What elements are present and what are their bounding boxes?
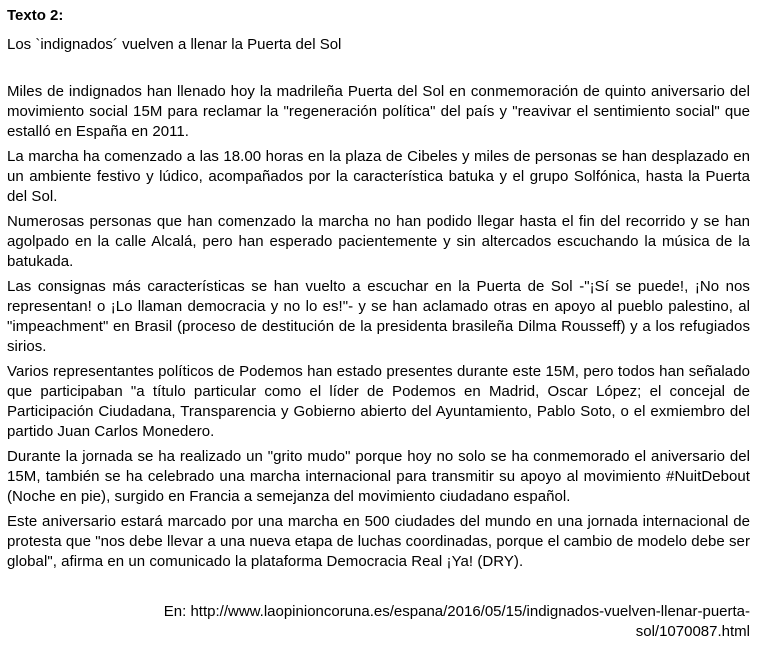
article-paragraph: Numerosas personas que han comenzado la marcha no han podido llegar hasta el fin del recorrido y se han agolpado en la calle Alcalá, pero han esperado pacientemente y sin altercados escuchando la música de la batukada. xyxy=(7,213,750,270)
article-paragraph: Varios representantes políticos de Podemos han estado presentes durante este 15M, pero todos han señalado que participaban "a título particular como el líder de Podemos en Madrid, Oscar López; el concejal de Participación Ciudadana, Transparencia y Gobierno abierto del Ayuntamiento, Pablo Soto, o el exmiembro del partido Juan Carlos Monedero. xyxy=(7,363,750,440)
article-paragraph: Miles de indignados han llenado hoy la madrileña Puerta del Sol en conmemoración de quinto aniversario del movimiento social 15M para reclamar la "regeneración política" del país y "reavivar el sentimiento social" que estalló en España en 2011. xyxy=(7,83,750,140)
article-headline: Los `indignados´ vuelven a llenar la Puerta del Sol xyxy=(7,36,342,53)
article-paragraph: Este aniversario estará marcado por una marcha en 500 ciudades del mundo en una jornada internacional de protesta que "nos debe llevar a una nueva etapa de luchas coordinadas, porque el cambio de modelo debe ser global", afirma en un comunicado la plataforma Democracia Real ¡Ya! (DRY). xyxy=(7,513,750,570)
article-body xyxy=(7,82,750,572)
article-paragraph: La marcha ha comenzado a las 18.00 horas en la plaza de Cibeles y miles de personas se han desplazado en un ambiente festivo y lúdico, acompañados por la característica batuka y el grupo Solfónica, hasta la Puerta del Sol. xyxy=(7,148,750,205)
article-paragraph: Durante la jornada se ha realizado un "grito mudo" porque hoy no solo se ha conmemorado el aniversario del 15M, también se ha celebrado una marcha internacional para transmitir su apoyo al movimiento #NuitDebout (Noche en pie), surgido en Francia a semejanza del movimiento ciudadano español. xyxy=(7,448,750,505)
document-page xyxy=(7,6,750,642)
source-citation: En: http://www.laopinioncoruna.es/espana/2016/05/15/indignados-vuelven-llenar-puerta-sol/1070087.html xyxy=(163,603,750,640)
article-paragraph: Las consignas más características se han vuelto a escuchar en la Puerta de Sol -"¡Sí se puede!, ¡No nos representan! o ¡Lo llaman democracia y no lo es!"- y se han aclamado otras en apoyo al pueblo palestino, al "impeachment" en Brasil (proceso de destitución de la presidenta brasileña Dilma Rousseff) y a los refugiados sirios. xyxy=(7,278,750,355)
text-label: Texto 2: xyxy=(7,7,64,24)
